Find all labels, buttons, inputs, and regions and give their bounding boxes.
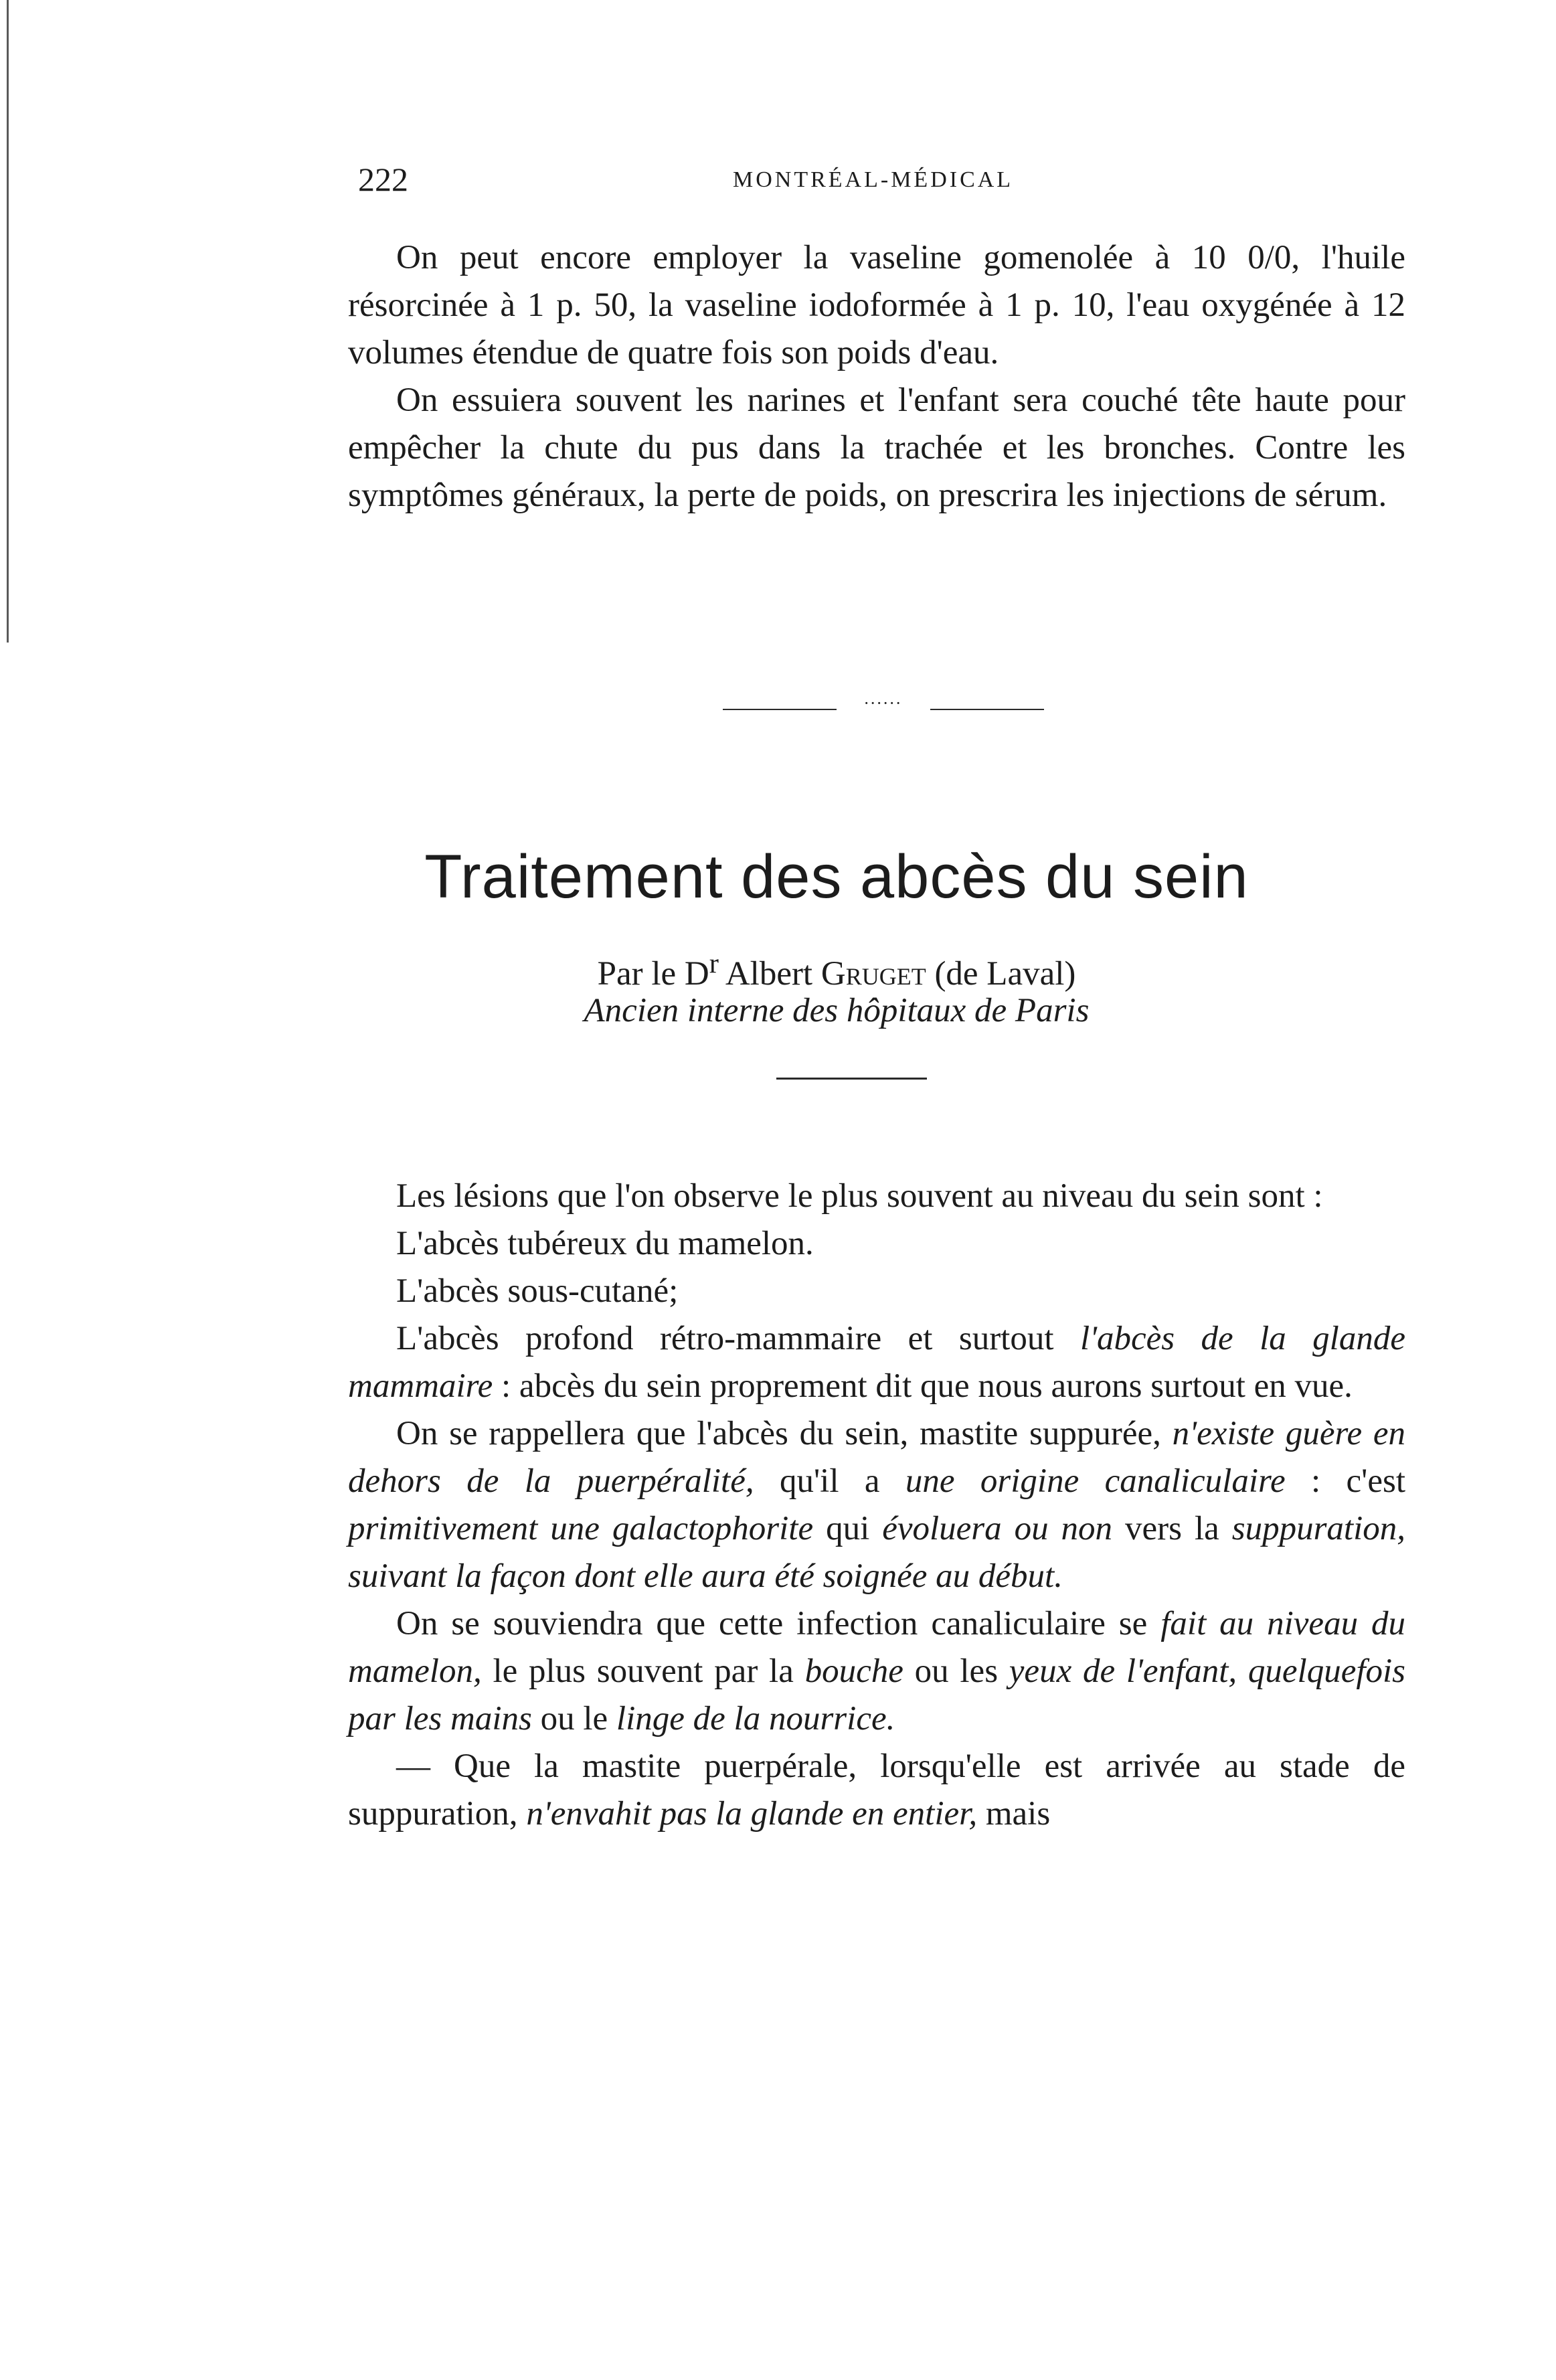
- paragraph-mastite-puerperale: — Que la mastite puerpérale, lorsqu'elle est arrivée au stade de suppuration, n'envahit pas la glande en entier, mais: [348, 1748, 1405, 1833]
- byline-prefix: Par le D: [597, 955, 709, 993]
- paragraph-abces-profond: L'abcès profond rétro-mammaire et surtout l'abcès de la glande mammaire : abcès du sein proprement dit que nous aurons surtout en vue.: [348, 1320, 1405, 1405]
- paragraph-lesions-intro: Les lésions que l'on observe le plus souvent au niveau du sein sont :: [396, 1177, 1323, 1215]
- paragraph-nasal-care: On essuiera souvent les narines et l'enfant sera couché tête haute pour empêcher la chute du pus dans la trachée et les bronches. Contre les symptômes généraux, la perte de poids, on prescrira les injections de sérum.: [348, 381, 1405, 514]
- byline-sup: r: [709, 948, 719, 979]
- page-number: 222: [358, 161, 408, 198]
- separator-rule-left: [723, 709, 837, 710]
- paragraph-abces-tubereux: L'abcès tubéreux du mamelon.: [396, 1225, 814, 1262]
- article-title: Traitement des abcès du sein: [424, 843, 1249, 911]
- paragraph-treatment-options: On peut encore employer la vaseline gomenolée à 10 0/0, l'huile résorcinée à 1 p. 50, la vaseline iodoformée à 1 p. 10, l'eau oxygénée à 12 volumes étendue de quatre fois son poids d'eau.: [348, 239, 1405, 371]
- title-rule: [776, 1078, 927, 1080]
- paragraph-mastite-origin: On se rappellera que l'abcès du sein, mastite suppurée, n'existe guère en dehors de la puerpéralité, qu'il a une origine canaliculaire : c'est primitivement une galactophorite qui évoluera ou non vers la suppuration, suivant la façon dont elle aura été soignée au début.: [348, 1415, 1406, 1595]
- section-separator: [723, 693, 1044, 716]
- separator-ornament: ∙∙∙∙∙∙: [864, 693, 903, 713]
- paragraph-infection-source: On se souviendra que cette infection canaliculaire se fait au niveau du mamelon, le plus souvent par la bouche ou les yeux de l'enfant, quelquefois par les mains ou le linge de la nourrice.: [348, 1605, 1406, 1737]
- paragraph-abces-sous-cutane: L'abcès sous-cutané;: [396, 1272, 679, 1310]
- author-affiliation: Ancien interne des hôpitaux de Paris: [584, 992, 1090, 1029]
- scan-edge-line: [7, 0, 9, 643]
- author-first-name: Albert: [725, 955, 813, 993]
- separator-rule-right: [930, 709, 1044, 710]
- page-header: [358, 159, 1402, 199]
- top-section: [348, 234, 1405, 519]
- author-location: (de Laval): [934, 955, 1076, 993]
- article-body: [348, 1173, 1405, 1838]
- running-title: MONTRÉAL-MÉDICAL: [733, 167, 1014, 192]
- author-last-name: Gruget: [820, 955, 926, 993]
